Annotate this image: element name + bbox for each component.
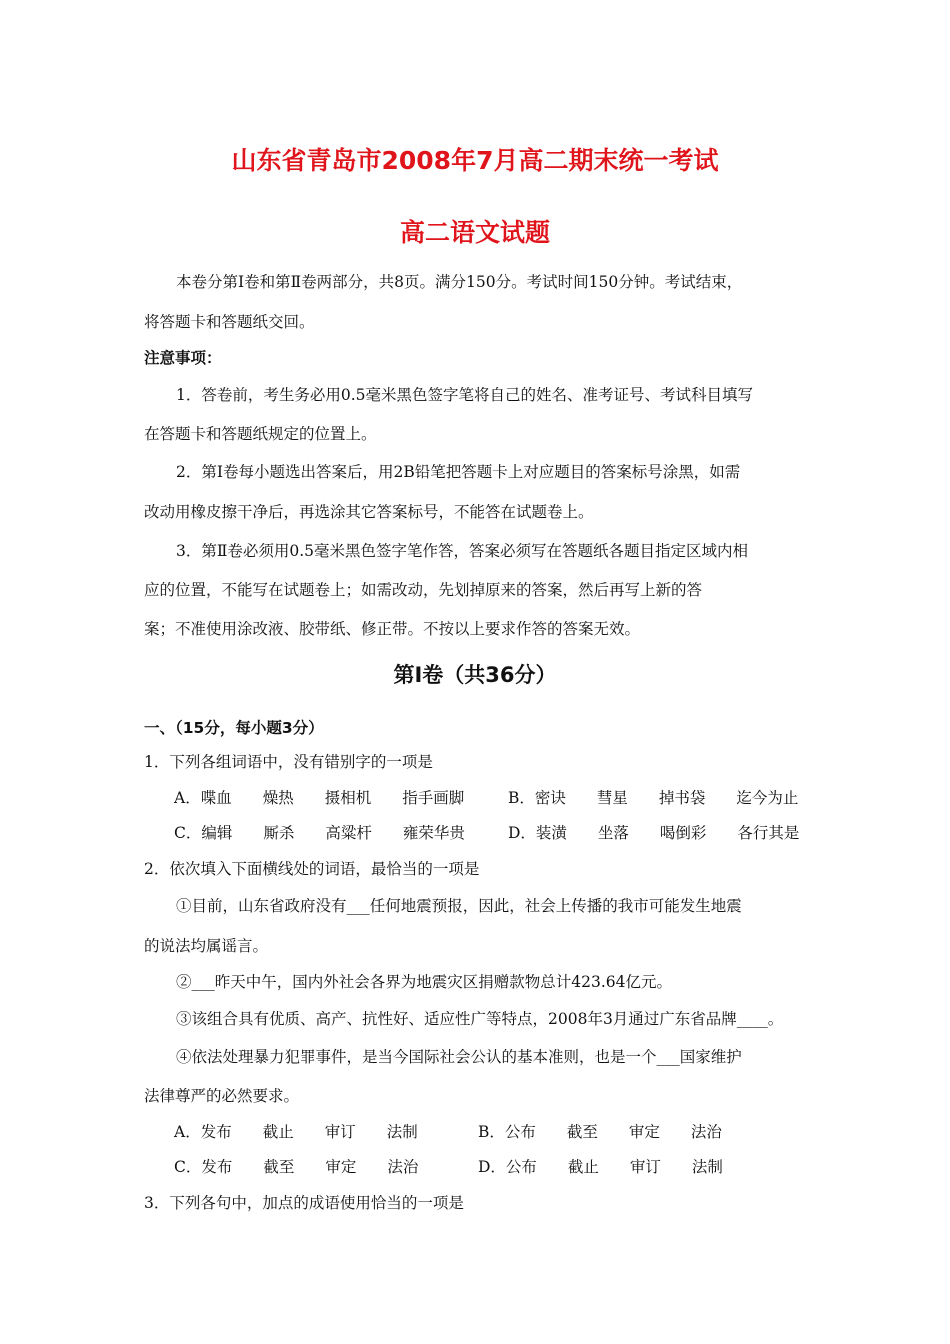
question-2-option-d: D．公布 截止 审订 法制 [478, 1158, 723, 1176]
question-2-sentence-4-line-2: 法律尊严的必然要求。 [144, 1087, 300, 1105]
note-1-line-2: 在答题卡和答题纸规定的位置上。 [144, 425, 377, 443]
intro-line-2: 将答题卡和答题纸交回。 [144, 313, 315, 331]
question-2-sentence-4-line-1: ④依法处理暴力犯罪事件，是当今国际社会公认的基本准则，也是一个___国家维护 [176, 1048, 742, 1066]
question-2-sentence-1-line-1: ①目前，山东省政府没有___任何地震预报，因此，社会上传播的我市可能发生地震 [176, 897, 742, 915]
question-1-option-d: D．装潢 坐落 喝倒彩 各行其是 [508, 824, 800, 842]
question-2-option-c: C．发布 截至 审定 法治 [174, 1158, 419, 1176]
question-2-stem: 2．依次填入下面横线处的词语，最恰当的一项是 [144, 860, 480, 878]
question-1-option-c: C．编辑 厮杀 高粱杆 雍荣华贵 [174, 824, 465, 842]
part-1-title: 第Ⅰ卷（共36分） [393, 663, 557, 687]
note-2-line-2: 改动用橡皮擦干净后，再选涂其它答案标号，不能答在试题卷上。 [144, 503, 594, 521]
question-1-stem: 1．下列各组词语中，没有错别字的一项是 [144, 753, 433, 771]
section-1-heading: 一、（15分，每小题3分） [144, 719, 324, 737]
question-2-sentence-2: ②___昨天中午，国内外社会各界为地震灾区捐赠款物总计423.64亿元。 [176, 973, 672, 991]
question-2-sentence-1-line-2: 的说法均属谣言。 [144, 937, 269, 955]
exam-subtitle: 高二语文试题 [399, 218, 550, 247]
intro-line-1: 本卷分第Ⅰ卷和第Ⅱ卷两部分，共8页。满分150分。考试时间150分钟。考试结束， [176, 273, 743, 291]
note-2-line-1: 2．第Ⅰ卷每小题选出答案后，用2B铅笔把答题卡上对应题目的答案标号涂黑，如需 [176, 463, 741, 481]
exam-title: 山东省青岛市2008年7月高二期末统一考试 [231, 146, 719, 175]
note-1-line-1: 1．答卷前，考生务必用0.5毫米黑色签字笔将自己的姓名、准考证号、考试科目填写 [176, 386, 754, 404]
question-2-option-a: A．发布 截止 审订 法制 [174, 1123, 418, 1141]
notes-heading: 注意事项： [144, 349, 222, 367]
note-3-line-3: 案；不准使用涂改液、胶带纸、修正带。不按以上要求作答的答案无效。 [144, 620, 641, 638]
question-1-option-b: B．密诀 彗星 掉书袋 迄今为止 [508, 789, 799, 807]
question-2-sentence-3: ③该组合具有优质、高产、抗性好、适应性广等特点，2008年3月通过广东省品牌____。 [176, 1010, 784, 1028]
question-2-option-b: B．公布 截至 审定 法治 [478, 1123, 722, 1141]
note-3-line-1: 3．第Ⅱ卷必须用0.5毫米黑色签字笔作答，答案必须写在答题纸各题目指定区域内相 [176, 542, 749, 560]
question-1-option-a: A．喋血 燥热 摄相机 指手画脚 [174, 789, 465, 807]
note-3-line-2: 应的位置，不能写在试题卷上；如需改动，先划掉原来的答案，然后再写上新的答 [144, 581, 703, 599]
question-3-stem: 3．下列各句中，加点的成语使用恰当的一项是 [144, 1194, 464, 1212]
